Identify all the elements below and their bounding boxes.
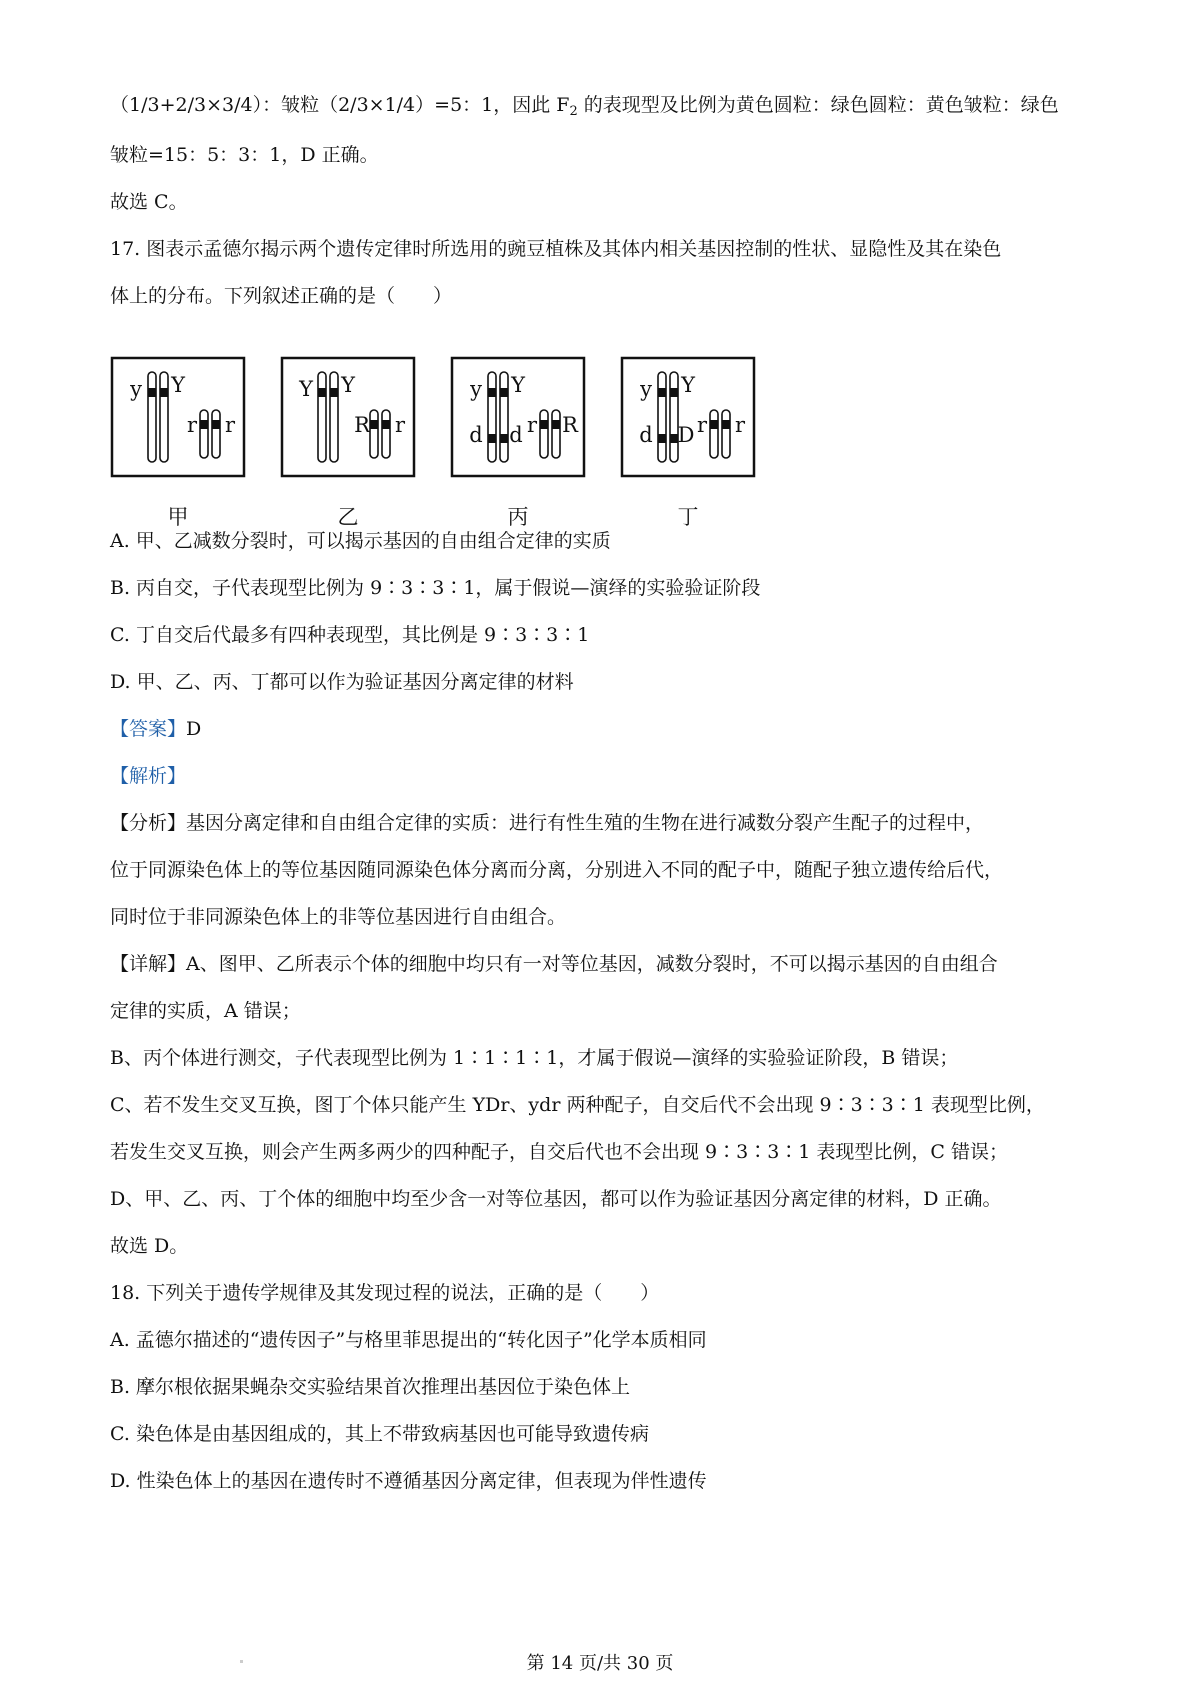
gene-label: d: [469, 423, 483, 447]
xiangjie-tag: 【详解】: [110, 953, 187, 975]
gene-locus-band: [658, 434, 666, 443]
gene-label: r: [526, 413, 538, 437]
q17-answer: [110, 716, 1100, 742]
gene-label: Y: [171, 373, 185, 397]
gene-label: y: [640, 377, 652, 401]
gene-label: Y: [299, 377, 313, 401]
panel-label: 甲: [167, 505, 189, 529]
fenxi-tag: 【分析】: [110, 812, 187, 834]
scan-dot: [240, 1660, 243, 1663]
gene-locus-band: [540, 420, 548, 429]
gene-label: y: [130, 377, 142, 401]
large-chromosome: [160, 372, 168, 462]
small-chromosome: [710, 410, 718, 458]
gene-label: r: [186, 413, 198, 437]
gene-locus-band: [160, 388, 168, 397]
q17-option-c: C. 丁自交后代最多有四种表现型，其比例是 9∶3∶3∶1: [110, 624, 590, 646]
large-chromosome: [670, 372, 678, 462]
q18-option-c: C. 染色体是由基因组成的，其上不带致病基因也可能导致遗传病: [110, 1423, 649, 1445]
q17-xiangjie-6: D、甲、乙、丙、丁个体的细胞中均至少含一对等位基因，都可以作为验证基因分离定律的材料，D 正确。: [110, 1188, 1002, 1210]
small-chromosome: [382, 410, 390, 458]
gene-locus-band: [212, 420, 220, 429]
q17-analysis-heading: 【解析】: [110, 765, 187, 787]
small-chromosome: [370, 410, 378, 458]
gene-locus-band: [370, 420, 378, 429]
gene-locus-band: [552, 420, 560, 429]
q17-stem-1: 17. 图表示孟德尔揭示两个遗传定律时所选用的豌豆植株及其体内相关基因控制的性状、显隐性及其在染色: [110, 238, 1002, 260]
gene-locus-band: [658, 388, 666, 397]
small-chromosome: [552, 410, 560, 458]
gene-locus-band: [500, 388, 508, 397]
q17-option-a: A. 甲、乙减数分裂时，可以揭示基因的自由组合定律的实质: [110, 530, 611, 552]
q17-stem-2: 体上的分布。下列叙述正确的是（ ）: [110, 285, 453, 307]
q18-option-b: B. 摩尔根依据果蝇杂交实验结果首次推理出基因位于染色体上: [110, 1376, 631, 1398]
panel-label: 丙: [507, 505, 529, 529]
gene-label: y: [470, 377, 482, 401]
q18-stem: 18. 下列关于遗传学规律及其发现过程的说法，正确的是（ ）: [110, 1282, 660, 1304]
gene-label: Y: [341, 373, 355, 397]
gene-label: r: [696, 413, 708, 437]
gene-locus-band: [330, 388, 338, 397]
gene-locus-band: [488, 388, 496, 397]
q17-xiangjie-1: 【详解】A、图甲、乙所表示个体的细胞中均只有一对等位基因，减数分裂时，不可以揭示基因的自由组合: [110, 953, 998, 975]
q17-xiangjie-4: C、若不发生交叉互换，图丁个体只能产生 YDr、ydr 两种配子，自交后代不会出现 9∶3∶3∶1 表现型比例，: [110, 1094, 1045, 1116]
panel-label: 乙: [337, 505, 359, 529]
chromosome-figure: [110, 352, 790, 532]
gene-locus-band: [722, 420, 730, 429]
small-chromosome: [722, 410, 730, 458]
q17-option-b: B. 丙自交，子代表现型比例为 9∶3∶3∶1，属于假说—演绎的实验验证阶段: [110, 577, 761, 599]
large-chromosome: [330, 372, 338, 462]
gene-locus-band: [148, 388, 156, 397]
small-chromosome: [212, 410, 220, 458]
gene-locus-band: [710, 420, 718, 429]
large-chromosome: [318, 372, 326, 462]
gene-label: R: [354, 413, 370, 437]
prev-explanation-line-2: 皱粒=15：5：3：1，D 正确。: [110, 144, 379, 166]
gene-label: r: [394, 413, 406, 437]
q18-option-a: A. 孟德尔描述的“遗传因子”与格里菲思提出的“转化因子”化学本质相同: [110, 1329, 707, 1351]
gene-label: r: [734, 413, 746, 437]
gene-label: Y: [681, 373, 695, 397]
q17-fenxi-1: 【分析】基因分离定律和自由组合定律的实质：进行有性生殖的生物在进行减数分裂产生配子的过程中，: [110, 812, 985, 834]
gene-locus-band: [318, 388, 326, 397]
large-chromosome: [488, 372, 496, 462]
q17-fenxi-2: 位于同源染色体上的等位基因随同源染色体分离而分离，分别进入不同的配子中，随配子独立遗传给后代，: [110, 859, 1004, 881]
document-body: [110, 92, 1100, 1515]
gene-locus-band: [488, 434, 496, 443]
gene-label: D: [677, 423, 695, 447]
q18-option-d: D. 性染色体上的基因在遗传时不遵循基因分离定律，但表现为伴性遗传: [110, 1470, 707, 1492]
q17-xiangjie-5: 若发生交叉互换，则会产生两多两少的四种配子，自交后代也不会出现 9∶3∶3∶1 表现型比例，C 错误；: [110, 1141, 1009, 1163]
gene-label: d: [509, 423, 523, 447]
q17-option-d: D. 甲、乙、丙、丁都可以作为验证基因分离定律的材料: [110, 671, 574, 693]
gene-label: Y: [511, 373, 525, 397]
large-chromosome: [658, 372, 666, 462]
answer-tag: 【答案】: [110, 718, 187, 740]
q17-xiangjie-2: 定律的实质，A 错误；: [110, 1000, 301, 1022]
small-chromosome: [200, 410, 208, 458]
q17-fenxi-3: 同时位于非同源染色体上的非等位基因进行自由组合。: [110, 906, 567, 928]
large-chromosome: [148, 372, 156, 462]
panel-label: 丁: [677, 505, 699, 529]
q17-choice: 故选 D。: [110, 1235, 189, 1257]
gene-label: r: [224, 413, 236, 437]
gene-label: d: [639, 423, 653, 447]
gene-locus-band: [382, 420, 390, 429]
prev-explanation-line-1: （1/3+2/3×3/4）：皱粒（2/3×1/4）=5：1，因此 $F_2$ 的表现型及比例为黄色圆粒：绿色圆粒：黄色皱粒：绿色: [110, 94, 1059, 119]
gene-locus-band: [670, 388, 678, 397]
prev-choice: 故选 C。: [110, 191, 188, 213]
gene-label: R: [562, 413, 578, 437]
large-chromosome: [500, 372, 508, 462]
chromosome-figure-svg: [110, 352, 790, 532]
q17-xiangjie-3: B、丙个体进行测交，子代表现型比例为 1∶1∶1∶1，才属于假说—演绎的实验验证阶段，B 错误；: [110, 1047, 959, 1069]
small-chromosome: [540, 410, 548, 458]
gene-locus-band: [200, 420, 208, 429]
gene-locus-band: [500, 434, 508, 443]
answer-value: D: [186, 718, 202, 740]
page-footer: 第 14 页/共 30 页: [526, 1653, 674, 1674]
